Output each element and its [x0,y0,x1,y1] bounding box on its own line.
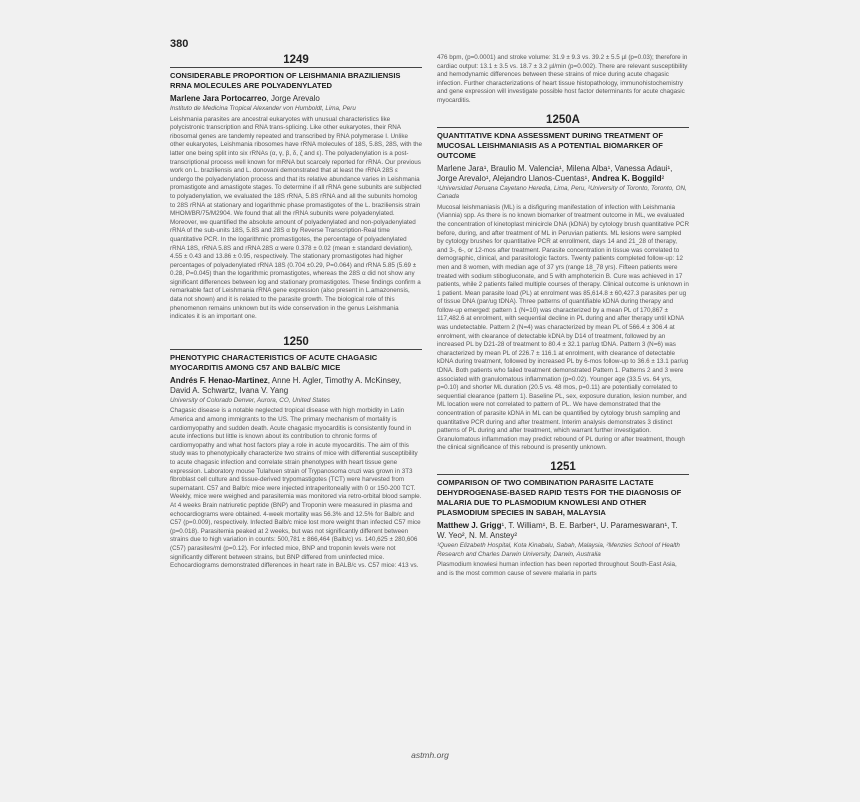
abstract-1250-continuation [437,54,689,106]
abstract-authors [170,376,422,396]
abstract-title: COMPARISON OF TWO COMBINATION PARASITE LACTATE DEHYDROGENASE-BASED RAPID TESTS FOR THE DIAGNOSIS OF MALARIA DUE TO PLASMODIUM KNOWLESI AND OTHER PLASMODIUM SPECIES IN SABAH, MALAYSIA [437,477,682,517]
page-footer: astmh.org [411,750,449,760]
abstract-authors [437,164,689,184]
abstract-1249 [170,54,422,322]
presenting-author: Andrea K. Boggild [591,173,662,183]
author-affiliation-mark: ² [661,173,665,183]
abstract-affiliation: Instituto de Medicina Tropical Alexander von Humboldt, Lima, Peru [170,105,356,112]
abstract-title: QUANTITATIVE KDNA ASSESSMENT DURING TREATMENT OF MUCOSAL LEISHMANIASIS AS A POTENTIAL BIOMARKER OF OUTCOME [437,130,663,160]
abstract-number: 1251 [437,461,689,475]
co-authors: , Jorge Arevalo [266,94,320,103]
presenting-author: Marlene Jara Portocarreo [170,94,267,103]
co-authors: Marlene Jara¹, Braulio M. Valencia¹, Milena Alba¹, Vanessa Adaui¹, Jorge Arevalo¹, Alejandro Llanos-Cuentas¹, [437,163,673,183]
co-authors: , Anne H. Agler, Timothy A. McKinsey, David A. Schwartz, Ivana V. Yang [170,375,402,395]
abstract-affiliation: ¹Queen Elizabeth Hospital, Kota Kinabalu, Sabah, Malaysia, ²Menzies School of Health Research and Charles Darwin University, Darwin, Australia [437,541,680,558]
abstract-body: Chagasic disease is a notable neglected tropical disease with high morbidity in Latin America and among immigrants to the US. The primary mechanism of mortality is cardiomyopathy and sudden death. Acute chagasic myocarditis is consistently found in acute infections but little is known about its contribution to chronic forms of cardiomyopathy and what host factors play a role in acute myocarditis. The aim of this study was to phenotypically characterize two strains of mice with differential susceptibility to acute chagasic infection and correlate strain phenotypes with heart tissue gene expression. Laboratory mouse Tulahuen strain of Trypanosoma cruzi was grown in 3T3 fibroblast cell culture and tissue-derived trypomastigotes (TCT) were harvested from supernatant. C57 and Balb/c mice were injected intraperitoneally with 0 or 150-200 TCT. Weekly, mice were weighed and parasitemia was monitored via retro-orbital blood sample. At 4 weeks Brain natriuretic peptide (BNP) and Troponin were measured in plasma and echocardiograms were obtained. 4-week mortality was 56.3% and 12.5% for Balb/c and C57 (p=0.009), respectively. Infected Balb/c mice lost more weight than infected C57 mice (p=0.018). Parasitemia peaked at 2 weeks, but was not significantly different between strains due to high variation in counts: 500,781 ± 866,464 (Balb/c) vs. 140,625 ± 280,606 (C57) parasites/ml (p=0.12). For infected mice, BNP and troponin levels were not significantly different between strains, but BNP differed from uninfected mice. Echocardiograms demonstrated differences in heart rate in BALB/c vs. C57 mice: 413 vs. [170,407,422,570]
abstract-authors [170,94,422,104]
abstract-number: 1250 [170,336,422,350]
abstract-1250A [437,114,689,453]
abstract-affiliation: ¹Universidad Peruana Cayetano Heredia, Lima, Peru, ²University of Toronto, Toronto, ON, Canada [437,184,687,201]
abstract-title: PHENOTYPIC CHARACTERISTICS OF ACUTE CHAGASIC MYOCARDITIS AMONG C57 AND BALB/C MICE [170,352,378,372]
abstract-title: CONSIDERABLE PROPORTION OF LEISHMANIA BRAZILIENSIS RRNA MOLECULES ARE POLYADENYLATED [170,71,401,90]
abstract-body: Plasmodium knowlesi human infection has been reported throughout South-East Asia, and is the most common cause of severe malaria in parts [437,561,677,577]
left-column [170,54,422,579]
abstract-1250 [170,336,422,571]
abstract-body-continued: 476 bpm, (p=0.0001) and stroke volume: 31.9 ± 9.3 vs. 39.2 ± 5.5 µl (p=0.03); therefore in cardiac output: 13.1 ± 3.5 vs. 18.7 ± 3.2 µl/min (p=0.002). There are relevant susceptibility and hemodynamic differences between these strains of mice during acute chagasic infection. Further characterizations of heart tissue histopathology, immunohistochemistry and gene expression will investigate possible host factor determinants for acute chagasic myocarditis. [437,54,688,104]
abstract-1251 [437,461,689,578]
abstract-body: Mucosal leishmaniasis (ML) is a disfiguring manifestation of infection with Leishmania (Viannia) spp. As there is no known biomarker of treatment outcome in ML, we evaluated the concentration of kinetoplast minicircle DNA (kDNA) by cytology brush quantitative PCR before, during, and after treatment of ML in Peruvian patients. ML lesions were sampled by cytology brushes for quantitative PCR at enrollment, days 14 and 21_28 of therapy, and 3-, 6-, or 12-mos after treatment. Parasite concentration in tissue was correlated to demographic, clinical, and parasitologic factors. Twenty patients completed follow-up: 12 men and 8 women, with median age of 37 yrs (range 18_78 yrs). Fifteen patients were treated with sodium stibogluconate, and 5 with amphotericin B. Cure was achieved in 17 patients, while 2 patients failed multiple courses of therapy. Clinical outcome is unknown in 1 patient. Mean parasite load (PL) at enrolment was 85,614.8 ± 60,427.3 parasites per ug of tissue DNA (par/ug tDNA). Three patterns of quantifiable kDNA during therapy and follow-up emerged: pattern 1 (N=10) was characterized by a mean PL of 170,867 ± 117,482.6 at enrolment, with sequential decline in PL during and after therapy until kDNA was undetectable. Pattern 2 (N=4) was characterized by mean PL of 566.4 ± 306.4 at enrolment, with clearance of detectable kDNA by D14 of treatment, followed by an increased PL by D21-28 of treatment to 80.4 ± 32.1 par/ug tDNA. Pattern 3 (N=6) was characterized by mean PL of 226.7 ± 116.1 at enrolment, with clearance of detectable kDNA during treatment, followed by increased PL by 6-mos follow-up to 36.6 ± 13.1 par/ug tDNA. Both patients who failed treatment demonstrated Pattern 1. Patterns 2 and 3 were associated with granulomatous inflammation (p=0.02). Younger age (33.5 vs. 64 yrs, p=0.10) and shorter ML duration (20.5 vs. 48 mos, p=0.11) are potentially correlated to sequential clearance (pattern 1). Baseline PL, sex, exposure duration, lesion number, and ML location were not correlated to pattern of PL. We have demonstrated that the concentration of parasite kDNA in ML can be quantified by cytology brush sampling and quantitative PCR during and after treatment. Interim analysis demonstrates 3 distinct patterns of PL during and after treatment, which warrant further investigation. Granulomatous inflammation may predict rebound of PL during or after treatment, though the clinical significance of this rebound is presently unknown. [437,203,689,452]
right-column [437,54,689,586]
presenting-author: Matthew J. Grigg [437,520,502,530]
abstract-number: 1250A [437,114,689,128]
abstract-authors [437,521,689,541]
abstract-affiliation: University of Colorado Denver, Aurora, CO, United States [170,396,331,404]
abstract-body: Leishmania parasites are ancestral eukaryotes with unusual characteristics like polycistronic transcription and RNA trans-splicing. Like other eukaryotes, their RNA ribosomal genes are tandemly repeated and transcribed by RNA polymerase I. Unlike other eukaryotes, Leishmania ribosomes have rRNA molecules of 18S, 5.8S, 28S, with the latter one being split into six rRNAs (α, γ, β, δ, ζ and ε). The polyadenylation is a post-transcriptional process well known for mRNA but scarcely reported for rRNA. Our previous work on L. braziliensis and L. donovani demonstrated that at least the rRNA 28S ε undergo the polyadenylation process and that its relative abundance varies in Leishmania promastigote and amastigote stages. To determine if all rRNA gene subunits are subjected to polyadenylation, we evaluated the 18S rRNA, 5.8S rRNA and all the subunits homolog to 28S rRNA at stationary and logarithmic phase promastigotes of the L. braziliensis strain MHOM/BR/75/M2904. We found that all the rRNA subunits were polyadenylated. Moreover, we quantified the absolute amount of polyadenylated and non-polyadenylated rRNA of the sub-units 18S, 5.8S and 28S α by Reverse Transcription-Real time quantitative PCR. In the logarithmic promastigotes, the percentage of polyadenylated rRNA 18S, rRNA 5.8S and rRNA 28S α were 0.378 ± 0.02 (mean ± standard deviation), 4.55 ± 0.43 and 13.86 ± 0.95, respectively. The stationary promastigotes had higher percentages of polyadenylated rRNA 18S (0.704 ±0.29, P=0.064) and rRNA 5.85 (5.69 ± 0.28, P=0.045) than the logarithmic promastigotes, whereas the 28S α did not show any significant differences between log and stationary promastigotes. These findings confirm a remarkable fact of Leishmania rRNA gene expression (also present in L.amazonensis, data not shown) and it is related to the parasite growth. The biological role of this phenomenon remains unknown but its wide conservation in the genus Leishmania indicates it is an important one. [170,115,423,321]
abstract-number: 1249 [170,54,422,68]
page-number: 380 [170,38,189,50]
presenting-author: Andrés F. Henao-Martinez [170,375,268,385]
co-authors: ¹, T. William¹, B. E. Barber¹, U. Parameswaran¹, T. W. Yeo², N. M. Anstey² [437,520,678,540]
